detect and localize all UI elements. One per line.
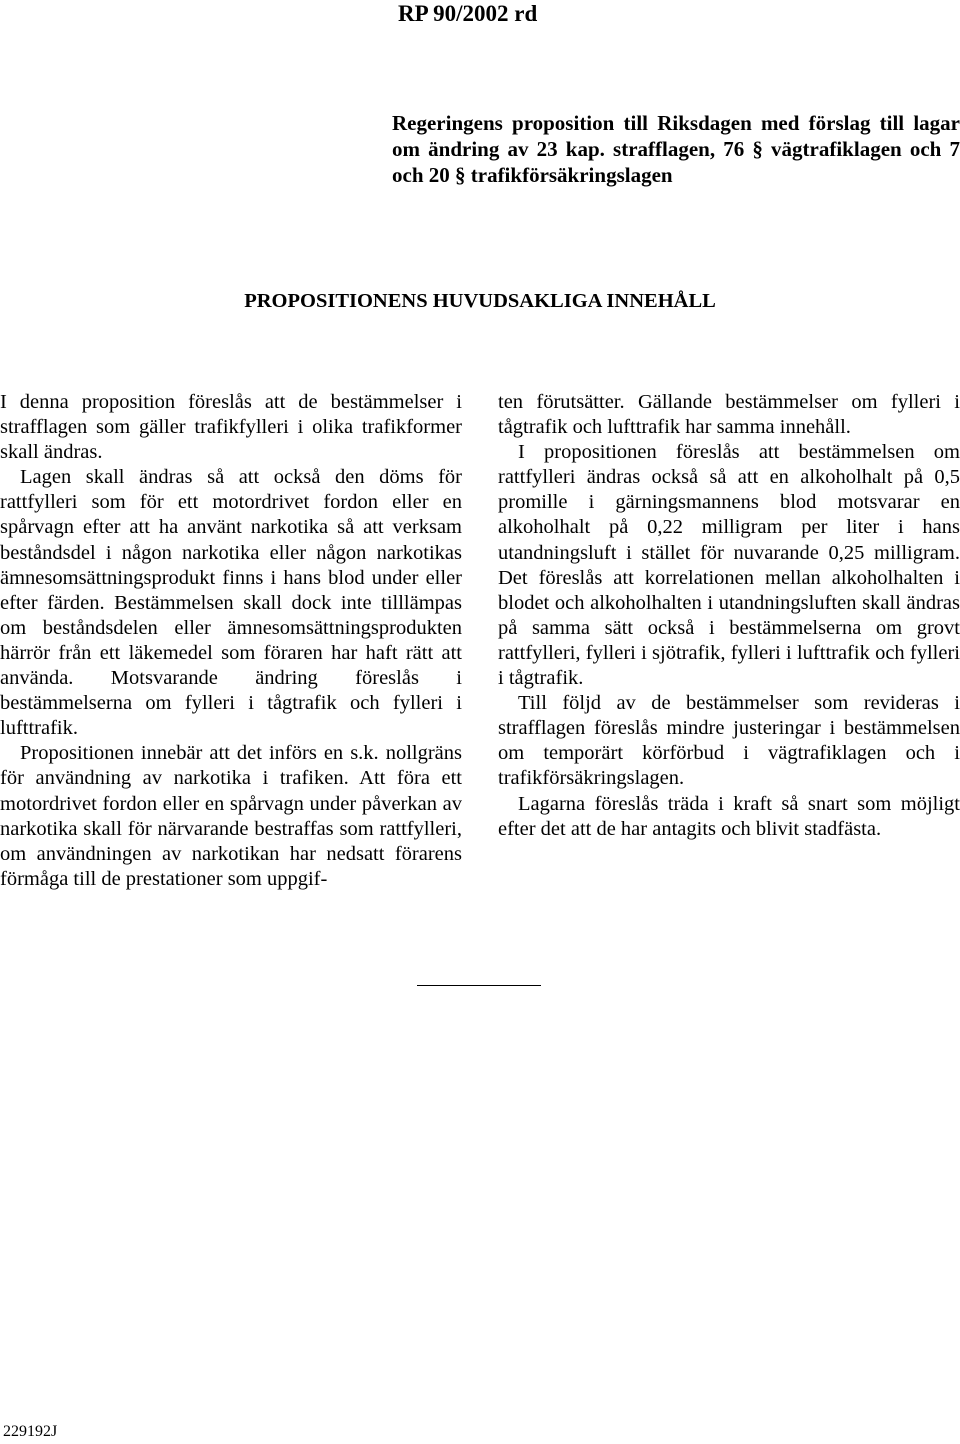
paragraph: Lagen skall ändras så att också den döms för rattfylleri som för ett motordrivet fordon eller en spårvagn efter att ha använt narkotika så att verksam beståndsdel i någon narkotika eller någon narkotikas ämnesomsättningsprodukt finns i hans blod under eller efter färden. Bestämmelsen skall dock inte tilllämpas om beståndsdelen eller ämnesomsättningsprodukten härrör från ett läkemedel som föraren har haft rätt att använda. Motsvarande ändring föreslås i bestämmelserna om fylleri i tågtrafik och fylleri i lufttrafik. — [0, 466, 462, 740]
document-id: RP 90/2002 rd — [398, 1, 538, 26]
paragraph: ten förutsätter. Gällande bestämmelser om fylleri i tågtrafik och lufttrafik har samma innehåll. — [498, 391, 960, 439]
paragraph: I propositionen föreslås att bestämmelsen om rattfylleri ändras också så att en alkoholhalt på 0,5 promille i gärningsmannens blod motsvarar en alkoholhalt på 0,22 milligram per liter i hans utandningsluft i stället för nuvarande 0,25 milligram. Det föreslås att korrelationen mellan alkoholhalten i blodet och alkoholhalten i utandningsluften skall ändras på samma sätt också i bestämmelserna om grovt rattfylleri, fylleri i sjötrafik, fylleri i lufttrafik och fylleri i tågtrafik. — [498, 441, 960, 690]
paragraph: Propositionen innebär att det införs en s.k. nollgräns för användning av narkotika i trafiken. Att föra ett motordrivet fordon eller en spårvagn under påverkan av narkotika skall för närvarande bestraffas som rattfylleri, om användningen av narkotikan har nedsatt förarens förmåga till de prestationer som uppgif- — [0, 742, 462, 890]
paragraph: Lagarna föreslås träda i kraft så snart som möjligt efter det att de har antagits och blivit stadfästa. — [498, 792, 960, 840]
section-heading: PROPOSITIONENS HUVUDSAKLIGA INNEHÅLL — [244, 290, 716, 312]
paragraph: I denna proposition föreslås att de bestämmelser i strafflagen som gäller trafikfylleri i olika trafikformer skall ändras. — [0, 391, 462, 464]
right-text-column — [498, 390, 960, 842]
paragraph: Till följd av de bestämmelser som revideras i strafflagen föreslås mindre justeringar i bestämmelsen om temporärt körförbud i vägtrafiklagen och i trafikförsäkringslagen. — [498, 692, 960, 790]
left-text-column — [0, 390, 462, 892]
print-number: 229192J — [3, 1423, 58, 1440]
proposition-title: Regeringens proposition till Riksdagen med förslag till lagar om ändring av 23 kap. strafflagen, 76 § vägtrafiklagen och 7 och 20 § trafikförsäkringslagen — [392, 111, 960, 187]
separator-rule — [417, 985, 541, 986]
